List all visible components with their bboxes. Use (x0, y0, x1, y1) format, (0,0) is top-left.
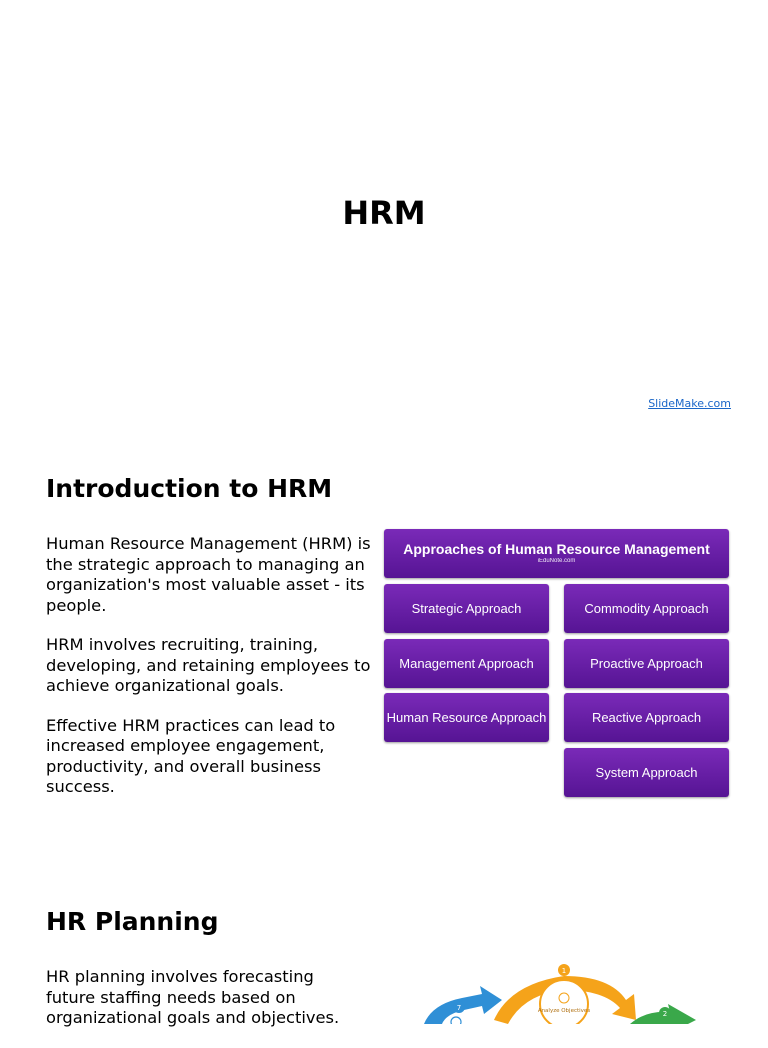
cycle-center-circle (540, 980, 588, 1024)
approach-box: System Approach (564, 748, 729, 797)
cycle-center-label: Analyze Objectives (537, 1008, 591, 1014)
planning-paragraph: HR planning involves forecasting future staffing needs based on organizational goals and objectives. (46, 967, 340, 1027)
approach-box: Reactive Approach (564, 693, 729, 742)
approaches-diagram-title: Approaches of Human Resource Management (403, 541, 710, 557)
approach-box: Proactive Approach (564, 639, 729, 688)
intro-paragraph: Human Resource Management (HRM) is the strategic approach to managing an organization's most valuable asset - its people. (46, 534, 371, 615)
cycle-small-icon (451, 1017, 461, 1024)
cycle-step-number: 2 (662, 1010, 668, 1018)
approach-box: Commodity Approach (564, 584, 729, 633)
planning-text (46, 967, 366, 1048)
cycle-step-number: 1 (561, 967, 567, 975)
intro-paragraph: Effective HRM practices can lead to increased employee engagement, productivity, and overall business success. (46, 715, 336, 796)
hr-planning-cycle-graphic (384, 960, 730, 1024)
intro-heading: Introduction to HRM (46, 474, 333, 503)
slidemake-link[interactable]: SlideMake.com (648, 397, 731, 410)
approach-box: Strategic Approach (384, 584, 549, 633)
approach-box: Human Resource Approach (384, 693, 549, 742)
planning-heading: HR Planning (46, 907, 219, 936)
hr-planning-cycle-diagram (384, 960, 730, 1024)
intro-paragraph: HRM involves recruiting, training, developing, and retaining employees to achieve organizational goals. (46, 635, 371, 695)
slide-title: HRM (342, 194, 426, 232)
cycle-step-number: 7 (456, 1004, 462, 1012)
approaches-diagram (384, 529, 730, 799)
approaches-diagram-header (384, 529, 729, 578)
intro-text (46, 534, 376, 817)
approach-box: Management Approach (384, 639, 549, 688)
approaches-diagram-source: iEduNote.com (537, 558, 576, 564)
